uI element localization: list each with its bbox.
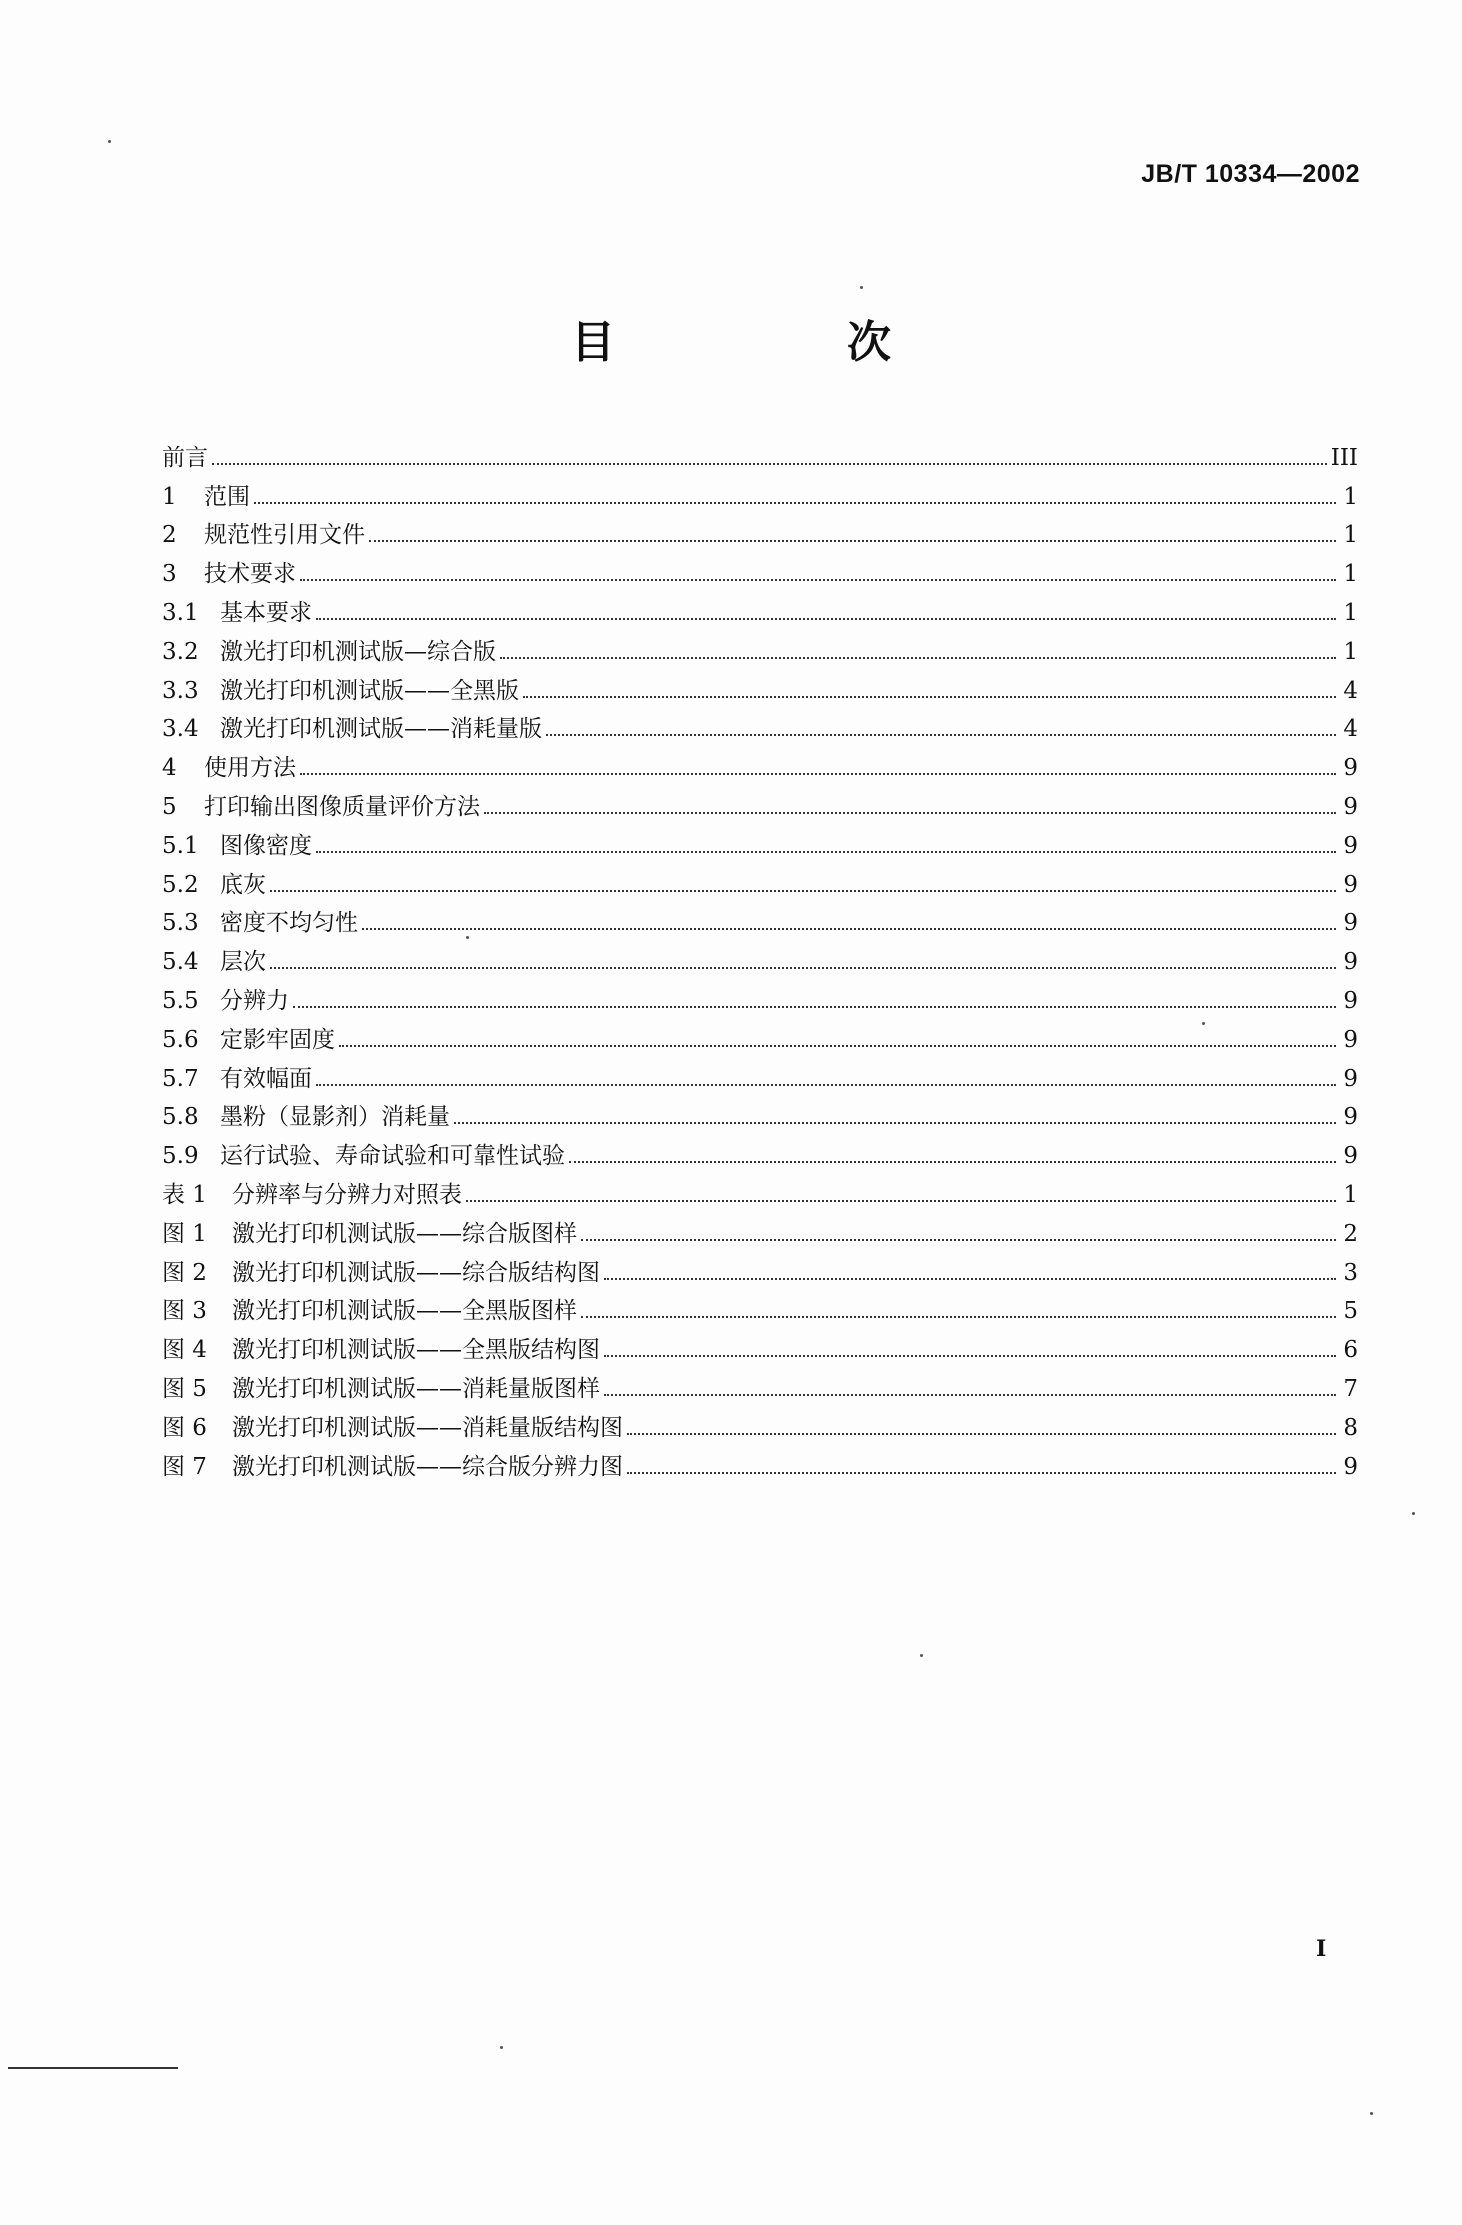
- toc-entry-number: 图 7: [162, 1453, 207, 1480]
- table-of-contents: [162, 432, 1358, 1480]
- toc-entry: [162, 781, 1358, 820]
- toc-leader-dots: [369, 539, 1336, 542]
- toc-entry-page: 4: [1343, 677, 1358, 704]
- toc-entry-page: 1: [1343, 1181, 1358, 1208]
- toc-entry-number: 3.3: [162, 677, 199, 704]
- toc-entry-page: 7: [1343, 1375, 1358, 1402]
- toc-entry-label: 前言: [162, 444, 208, 471]
- scan-speck: [920, 1654, 923, 1657]
- toc-entry-label: 基本要求: [220, 599, 312, 626]
- toc-entry-label: 激光打印机测试版——综合版结构图: [232, 1259, 600, 1286]
- scan-speck: [466, 936, 469, 939]
- toc-entry-label: 激光打印机测试版——全黑版: [220, 677, 519, 704]
- footnote-rule: [8, 2067, 178, 2069]
- toc-entry-page: 9: [1343, 1143, 1358, 1170]
- toc-entry-number: 5.8: [162, 1104, 199, 1131]
- scan-speck: [500, 2046, 503, 2049]
- toc-entry-number: 5: [162, 793, 177, 820]
- toc-entry-number: 5.3: [162, 910, 199, 937]
- toc-title: 目 次: [571, 317, 985, 368]
- toc-leader-dots: [300, 772, 1336, 775]
- toc-leader-dots: [270, 889, 1336, 892]
- toc-leader-dots: [293, 1005, 1336, 1008]
- toc-leader-dots: [454, 1121, 1336, 1124]
- toc-entry: [162, 587, 1358, 626]
- toc-entry: [162, 510, 1358, 549]
- toc-entry-page: 9: [1343, 910, 1358, 937]
- page-number: I: [1316, 1936, 1327, 1962]
- toc-leader-dots: [500, 656, 1336, 659]
- toc-leader-dots: [484, 811, 1336, 814]
- toc-leader-dots: [466, 1199, 1336, 1202]
- toc-entry-page: 5: [1343, 1298, 1358, 1325]
- toc-leader-dots: [523, 695, 1336, 698]
- toc-entry-number: 3.4: [162, 716, 199, 743]
- toc-entry-label: 分辨率与分辨力对照表: [232, 1181, 462, 1208]
- toc-entry: [162, 975, 1358, 1014]
- toc-entry-number: 1: [162, 483, 177, 510]
- toc-entry: [162, 432, 1358, 471]
- toc-entry: [162, 1169, 1358, 1208]
- toc-entry: [162, 626, 1358, 665]
- toc-entry-number: 图 2: [162, 1259, 207, 1286]
- toc-entry-label: 规范性引用文件: [204, 522, 365, 549]
- toc-entry-label: 定影牢固度: [220, 1026, 335, 1053]
- toc-entry-page: 9: [1343, 1453, 1358, 1480]
- toc-entry: [162, 1441, 1358, 1480]
- toc-entry: [162, 704, 1358, 743]
- toc-entry: [162, 1286, 1358, 1325]
- toc-entry-page: 9: [1343, 755, 1358, 782]
- toc-entry-page: 9: [1343, 1026, 1358, 1053]
- toc-entry-label: 层次: [220, 949, 266, 976]
- toc-entry: [162, 548, 1358, 587]
- toc-entry-page: 1: [1343, 561, 1358, 588]
- toc-leader-dots: [212, 462, 1327, 465]
- toc-entry-page: 3: [1343, 1259, 1358, 1286]
- toc-entry: [162, 1208, 1358, 1247]
- toc-entry-page: 1: [1343, 483, 1358, 510]
- scan-speck: [1370, 2112, 1373, 2115]
- toc-entry-number: 4: [162, 755, 177, 782]
- toc-entry: [162, 1402, 1358, 1441]
- toc-entry-number: 图 1: [162, 1220, 207, 1247]
- toc-leader-dots: [627, 1471, 1336, 1474]
- toc-entry-number: 图 3: [162, 1298, 207, 1325]
- scan-speck: [108, 140, 111, 143]
- toc-leader-dots: [300, 578, 1336, 581]
- toc-entry-page: 8: [1343, 1414, 1358, 1441]
- toc-entry-number: 3.2: [162, 638, 199, 665]
- toc-leader-dots: [604, 1277, 1336, 1280]
- toc-entry: [162, 1053, 1358, 1092]
- toc-entry-page: 9: [1343, 871, 1358, 898]
- toc-entry-label: 激光打印机测试版—综合版: [220, 638, 496, 665]
- toc-entry-label: 底灰: [220, 871, 266, 898]
- toc-entry-page: III: [1330, 444, 1358, 471]
- toc-leader-dots: [254, 501, 1336, 504]
- toc-entry-label: 墨粉（显影剂）消耗量: [220, 1104, 450, 1131]
- toc-entry-number: 5.9: [162, 1143, 199, 1170]
- toc-entry-number: 5.1: [162, 832, 199, 859]
- toc-leader-dots: [627, 1432, 1336, 1435]
- toc-entry: [162, 820, 1358, 859]
- toc-entry-page: 1: [1343, 599, 1358, 626]
- toc-leader-dots: [270, 966, 1336, 969]
- toc-entry-label: 分辨力: [220, 987, 289, 1014]
- toc-leader-dots: [339, 1044, 1336, 1047]
- toc-entry: [162, 1247, 1358, 1286]
- toc-leader-dots: [569, 1160, 1336, 1163]
- toc-entry: [162, 859, 1358, 898]
- toc-entry-number: 表 1: [162, 1181, 207, 1208]
- scan-speck: [1202, 1022, 1205, 1025]
- toc-entry-label: 激光打印机测试版——消耗量版结构图: [232, 1414, 623, 1441]
- toc-entry: [162, 936, 1358, 975]
- toc-entry-page: 9: [1343, 793, 1358, 820]
- toc-entry-label: 激光打印机测试版——综合版分辨力图: [232, 1453, 623, 1480]
- toc-entry: [162, 1092, 1358, 1131]
- standard-code: JB/T 10334—2002: [1141, 160, 1360, 188]
- toc-leader-dots: [604, 1393, 1336, 1396]
- toc-entry: [162, 471, 1358, 510]
- toc-entry-label: 技术要求: [204, 561, 296, 588]
- toc-leader-dots: [604, 1354, 1336, 1357]
- toc-entry-number: 2: [162, 522, 177, 549]
- toc-entry: [162, 898, 1358, 937]
- toc-entry-number: 3.1: [162, 599, 199, 626]
- toc-entry-label: 密度不均匀性: [220, 910, 358, 937]
- toc-entry-page: 9: [1343, 949, 1358, 976]
- toc-entry-number: 5.2: [162, 871, 199, 898]
- toc-entry: [162, 665, 1358, 704]
- toc-entry: [162, 1014, 1358, 1053]
- toc-entry-page: 9: [1343, 1065, 1358, 1092]
- toc-entry-page: 2: [1343, 1220, 1358, 1247]
- toc-entry-label: 激光打印机测试版——全黑版结构图: [232, 1337, 600, 1364]
- toc-entry-page: 9: [1343, 832, 1358, 859]
- toc-entry-label: 运行试验、寿命试验和可靠性试验: [220, 1143, 565, 1170]
- toc-entry-number: 3: [162, 561, 177, 588]
- toc-leader-dots: [362, 927, 1336, 930]
- toc-entry-page: 4: [1343, 716, 1358, 743]
- toc-leader-dots: [581, 1315, 1336, 1318]
- toc-entry-page: 1: [1343, 638, 1358, 665]
- toc-entry-page: 6: [1343, 1337, 1358, 1364]
- toc-entry-label: 打印输出图像质量评价方法: [204, 793, 480, 820]
- toc-entry-number: 图 4: [162, 1337, 207, 1364]
- toc-entry-number: 5.4: [162, 949, 199, 976]
- toc-entry-number: 5.5: [162, 987, 199, 1014]
- toc-entry-page: 1: [1343, 522, 1358, 549]
- toc-entry-label: 激光打印机测试版——全黑版图样: [232, 1298, 577, 1325]
- toc-entry-label: 图像密度: [220, 832, 312, 859]
- toc-leader-dots: [546, 733, 1336, 736]
- toc-entry-number: 图 6: [162, 1414, 207, 1441]
- toc-entry-label: 激光打印机测试版——消耗量版图样: [232, 1375, 600, 1402]
- toc-leader-dots: [316, 850, 1336, 853]
- toc-entry-number: 5.6: [162, 1026, 199, 1053]
- toc-entry-number: 5.7: [162, 1065, 199, 1092]
- toc-leader-dots: [316, 1083, 1336, 1086]
- toc-entry: [162, 1363, 1358, 1402]
- toc-leader-dots: [316, 617, 1336, 620]
- toc-entry-label: 激光打印机测试版——消耗量版: [220, 716, 542, 743]
- toc-entry: [162, 1130, 1358, 1169]
- toc-entry-label: 有效幅面: [220, 1065, 312, 1092]
- toc-entry-label: 范围: [204, 483, 250, 510]
- toc-entry: [162, 1324, 1358, 1363]
- toc-entry-label: 激光打印机测试版——综合版图样: [232, 1220, 577, 1247]
- toc-leader-dots: [581, 1238, 1336, 1241]
- toc-entry-number: 图 5: [162, 1375, 207, 1402]
- toc-entry-page: 9: [1343, 987, 1358, 1014]
- scan-speck: [1412, 1512, 1415, 1515]
- scan-speck: [860, 286, 863, 289]
- toc-entry-label: 使用方法: [204, 755, 296, 782]
- toc-entry-page: 9: [1343, 1104, 1358, 1131]
- toc-entry: [162, 742, 1358, 781]
